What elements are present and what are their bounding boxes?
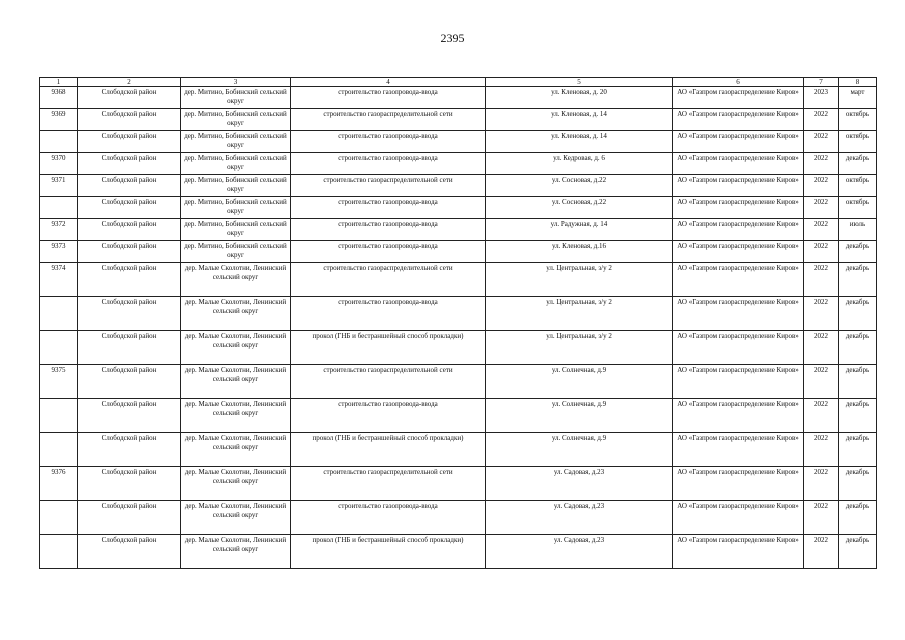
work-type-cell: строительство газопровода-ввода xyxy=(291,501,486,535)
district-cell: Слободской район xyxy=(78,197,181,219)
table-row xyxy=(40,197,877,219)
row-number-cell: 9373 xyxy=(40,241,78,263)
address-cell: ул. Кленовая, д. 14 xyxy=(486,109,673,131)
district-cell: Слободской район xyxy=(78,109,181,131)
district-cell: Слободской район xyxy=(78,263,181,297)
address-cell: ул. Центральная, з/у 2 xyxy=(486,263,673,297)
organization-cell: АО «Газпром газораспределение Киров» xyxy=(673,365,804,399)
work-type-cell: строительство газораспределительной сети xyxy=(291,175,486,197)
district-cell: Слободской район xyxy=(78,153,181,175)
address-cell: ул. Садовая, д.23 xyxy=(486,467,673,501)
month-cell: декабрь xyxy=(839,501,877,535)
row-number-cell xyxy=(40,535,78,569)
district-cell: Слободской район xyxy=(78,535,181,569)
organization-cell: АО «Газпром газораспределение Киров» xyxy=(673,399,804,433)
locality-cell: дер. Малые Сколотни, Ленинский сельский округ xyxy=(181,263,291,297)
year-cell: 2022 xyxy=(804,535,839,569)
month-cell: октябрь xyxy=(839,197,877,219)
work-type-cell: строительство газопровода-ввода xyxy=(291,219,486,241)
locality-cell: дер. Митино, Бобинский сельский округ xyxy=(181,197,291,219)
row-number-cell xyxy=(40,331,78,365)
month-cell: март xyxy=(839,87,877,109)
locality-cell: дер. Малые Сколотни, Ленинский сельский округ xyxy=(181,433,291,467)
locality-cell: дер. Митино, Бобинский сельский округ xyxy=(181,241,291,263)
table-row xyxy=(40,131,877,153)
year-cell: 2023 xyxy=(804,87,839,109)
table-row xyxy=(40,501,877,535)
organization-cell: АО «Газпром газораспределение Киров» xyxy=(673,219,804,241)
work-type-cell: строительство газопровода-ввода xyxy=(291,399,486,433)
organization-cell: АО «Газпром газораспределение Киров» xyxy=(673,263,804,297)
organization-cell: АО «Газпром газораспределение Киров» xyxy=(673,331,804,365)
district-cell: Слободской район xyxy=(78,131,181,153)
district-cell: Слободской район xyxy=(78,467,181,501)
work-type-cell: строительство газораспределительной сети xyxy=(291,263,486,297)
month-cell: декабрь xyxy=(839,399,877,433)
column-header: 4 xyxy=(291,78,486,87)
locality-cell: дер. Малые Сколотни, Ленинский сельский округ xyxy=(181,331,291,365)
row-number-cell xyxy=(40,197,78,219)
locality-cell: дер. Малые Сколотни, Ленинский сельский округ xyxy=(181,467,291,501)
work-type-cell: строительство газораспределительной сети xyxy=(291,467,486,501)
table-row xyxy=(40,399,877,433)
year-cell: 2022 xyxy=(804,365,839,399)
table-row xyxy=(40,219,877,241)
organization-cell: АО «Газпром газораспределение Киров» xyxy=(673,467,804,501)
column-header: 6 xyxy=(673,78,804,87)
district-cell: Слободской район xyxy=(78,501,181,535)
district-cell: Слободской район xyxy=(78,219,181,241)
work-type-cell: строительство газораспределительной сети xyxy=(291,365,486,399)
row-number-cell: 9369 xyxy=(40,109,78,131)
row-number-cell xyxy=(40,131,78,153)
month-cell: декабрь xyxy=(839,297,877,331)
organization-cell: АО «Газпром газораспределение Киров» xyxy=(673,433,804,467)
table-row xyxy=(40,467,877,501)
month-cell: декабрь xyxy=(839,331,877,365)
organization-cell: АО «Газпром газораспределение Киров» xyxy=(673,153,804,175)
address-cell: ул. Радужная, д. 14 xyxy=(486,219,673,241)
locality-cell: дер. Малые Сколотни, Ленинский сельский округ xyxy=(181,399,291,433)
address-cell: ул. Садовая, д.23 xyxy=(486,501,673,535)
address-cell: ул. Солнечная, д.9 xyxy=(486,365,673,399)
year-cell: 2022 xyxy=(804,153,839,175)
row-number-cell xyxy=(40,501,78,535)
month-cell: октябрь xyxy=(839,175,877,197)
table-row xyxy=(40,109,877,131)
address-cell: ул. Сосновая, д.22 xyxy=(486,175,673,197)
month-cell: декабрь xyxy=(839,365,877,399)
row-number-cell: 9375 xyxy=(40,365,78,399)
locality-cell: дер. Митино, Бобинский сельский округ xyxy=(181,153,291,175)
year-cell: 2022 xyxy=(804,331,839,365)
row-number-cell: 9374 xyxy=(40,263,78,297)
work-type-cell: строительство газопровода-ввода xyxy=(291,297,486,331)
locality-cell: дер. Малые Сколотни, Ленинский сельский округ xyxy=(181,535,291,569)
work-type-cell: строительство газопровода-ввода xyxy=(291,153,486,175)
table-row xyxy=(40,263,877,297)
locality-cell: дер. Малые Сколотни, Ленинский сельский округ xyxy=(181,297,291,331)
month-cell: июль xyxy=(839,219,877,241)
work-type-cell: прокол (ГНБ и бестраншейный способ прокладки) xyxy=(291,535,486,569)
organization-cell: АО «Газпром газораспределение Киров» xyxy=(673,501,804,535)
table-row xyxy=(40,87,877,109)
row-number-cell xyxy=(40,297,78,331)
month-cell: декабрь xyxy=(839,153,877,175)
work-type-cell: строительство газопровода-ввода xyxy=(291,197,486,219)
row-number-cell: 9376 xyxy=(40,467,78,501)
column-header: 2 xyxy=(78,78,181,87)
locality-cell: дер. Малые Сколотни, Ленинский сельский округ xyxy=(181,501,291,535)
table-row xyxy=(40,153,877,175)
district-cell: Слободской район xyxy=(78,87,181,109)
address-cell: ул. Кленовая, д.16 xyxy=(486,241,673,263)
locality-cell: дер. Малые Сколотни, Ленинский сельский округ xyxy=(181,365,291,399)
registry-table xyxy=(39,77,877,569)
organization-cell: АО «Газпром газораспределение Киров» xyxy=(673,109,804,131)
address-cell: ул. Кедровая, д. 6 xyxy=(486,153,673,175)
district-cell: Слободской район xyxy=(78,331,181,365)
month-cell: декабрь xyxy=(839,467,877,501)
address-cell: ул. Сосновая, д.22 xyxy=(486,197,673,219)
column-header: 8 xyxy=(839,78,877,87)
district-cell: Слободской район xyxy=(78,297,181,331)
column-header: 3 xyxy=(181,78,291,87)
month-cell: декабрь xyxy=(839,535,877,569)
work-type-cell: прокол (ГНБ и бестраншейный способ прокладки) xyxy=(291,433,486,467)
table-row xyxy=(40,331,877,365)
address-cell: ул. Центральная, з/у 2 xyxy=(486,331,673,365)
month-cell: декабрь xyxy=(839,241,877,263)
page-number: 2395 xyxy=(440,31,465,45)
district-cell: Слободской район xyxy=(78,433,181,467)
column-header: 1 xyxy=(40,78,78,87)
year-cell: 2022 xyxy=(804,467,839,501)
column-header: 7 xyxy=(804,78,839,87)
month-cell: декабрь xyxy=(839,263,877,297)
table-row xyxy=(40,365,877,399)
organization-cell: АО «Газпром газораспределение Киров» xyxy=(673,87,804,109)
year-cell: 2022 xyxy=(804,501,839,535)
district-cell: Слободской район xyxy=(78,399,181,433)
year-cell: 2022 xyxy=(804,131,839,153)
address-cell: ул. Солнечная, д.9 xyxy=(486,433,673,467)
district-cell: Слободской район xyxy=(78,241,181,263)
row-number-cell: 9370 xyxy=(40,153,78,175)
year-cell: 2022 xyxy=(804,433,839,467)
organization-cell: АО «Газпром газораспределение Киров» xyxy=(673,535,804,569)
table-row xyxy=(40,535,877,569)
month-cell: октябрь xyxy=(839,131,877,153)
organization-cell: АО «Газпром газораспределение Киров» xyxy=(673,175,804,197)
locality-cell: дер. Митино, Бобинский сельский округ xyxy=(181,131,291,153)
table-row xyxy=(40,433,877,467)
district-cell: Слободской район xyxy=(78,175,181,197)
row-number-cell: 9371 xyxy=(40,175,78,197)
address-cell: ул. Садовая, д.23 xyxy=(486,535,673,569)
address-cell: ул. Кленовая, д. 14 xyxy=(486,131,673,153)
work-type-cell: прокол (ГНБ и бестраншейный способ прокладки) xyxy=(291,331,486,365)
table-row xyxy=(40,297,877,331)
address-cell: ул. Центральная, з/у 2 xyxy=(486,297,673,331)
month-cell: декабрь xyxy=(839,433,877,467)
row-number-cell xyxy=(40,433,78,467)
work-type-cell: строительство газопровода-ввода xyxy=(291,131,486,153)
locality-cell: дер. Митино, Бобинский сельский округ xyxy=(181,219,291,241)
row-number-cell: 9368 xyxy=(40,87,78,109)
row-number-cell: 9372 xyxy=(40,219,78,241)
year-cell: 2022 xyxy=(804,399,839,433)
address-cell: ул. Солнечная, д.9 xyxy=(486,399,673,433)
row-number-cell xyxy=(40,399,78,433)
year-cell: 2022 xyxy=(804,241,839,263)
organization-cell: АО «Газпром газораспределение Киров» xyxy=(673,241,804,263)
work-type-cell: строительство газораспределительной сети xyxy=(291,109,486,131)
column-header: 5 xyxy=(486,78,673,87)
header-row xyxy=(40,78,877,87)
table-row xyxy=(40,241,877,263)
work-type-cell: строительство газопровода-ввода xyxy=(291,87,486,109)
locality-cell: дер. Митино, Бобинский сельский округ xyxy=(181,175,291,197)
organization-cell: АО «Газпром газораспределение Киров» xyxy=(673,297,804,331)
year-cell: 2022 xyxy=(804,297,839,331)
district-cell: Слободской район xyxy=(78,365,181,399)
table-row xyxy=(40,175,877,197)
year-cell: 2022 xyxy=(804,109,839,131)
locality-cell: дер. Митино, Бобинский сельский округ xyxy=(181,109,291,131)
year-cell: 2022 xyxy=(804,197,839,219)
year-cell: 2022 xyxy=(804,263,839,297)
organization-cell: АО «Газпром газораспределение Киров» xyxy=(673,131,804,153)
year-cell: 2022 xyxy=(804,175,839,197)
organization-cell: АО «Газпром газораспределение Киров» xyxy=(673,197,804,219)
month-cell: октябрь xyxy=(839,109,877,131)
work-type-cell: строительство газопровода-ввода xyxy=(291,241,486,263)
locality-cell: дер. Митино, Бобинский сельский округ xyxy=(181,87,291,109)
year-cell: 2022 xyxy=(804,219,839,241)
address-cell: ул. Кленовая, д. 20 xyxy=(486,87,673,109)
